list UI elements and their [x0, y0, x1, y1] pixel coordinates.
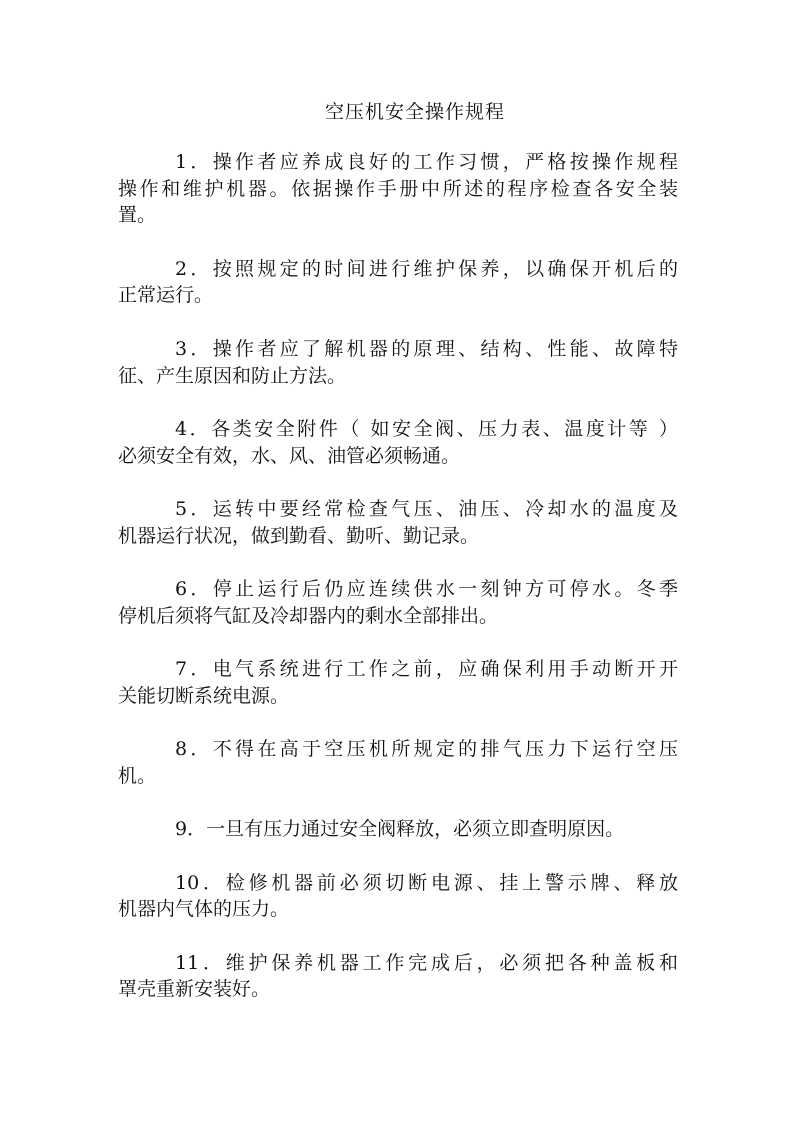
paragraph-line: 机器内气体的压力。 — [118, 898, 290, 921]
paragraph-line: 必须安全有效，水、风、油管必须畅通。 — [118, 444, 461, 467]
paragraph-line: 1．操作者应养成良好的工作习惯，严格按操作规程 — [175, 151, 678, 173]
paragraph-item-11 — [118, 950, 678, 1003]
paragraph-item-5 — [118, 496, 678, 549]
paragraph-line: 11．维护保养机器工作完成后，必须把各种盖板和 — [175, 951, 678, 974]
paragraph-line: 操作和维护机器。依据操作手册中所述的程序检查各安全装 — [118, 177, 678, 200]
paragraph-item-3 — [118, 336, 678, 389]
paragraph-line: 2．按照规定的时间进行维护保养，以确保开机后的 — [175, 257, 678, 280]
paragraph-line: 6．停止运行后仍应连续供水一刻钟方可停水。冬季 — [175, 578, 678, 600]
paragraph-line: 3．操作者应了解机器的原理、结构、性能、故障特 — [175, 337, 678, 360]
paragraph-item-9 — [118, 816, 678, 843]
paragraph-line: 罩壳重新安装好。 — [118, 978, 271, 1001]
paragraph-line: 10．检修机器前必须切断电源、挂上警示牌、释放 — [175, 871, 678, 894]
paragraph-line: 关能切断系统电源。 — [118, 684, 290, 707]
paragraph-item-1 — [118, 149, 678, 229]
paragraph-line: 7．电气系统进行工作之前，应确保利用手动断开开 — [175, 658, 678, 681]
paragraph-item-10 — [118, 870, 678, 923]
paragraph-line: 正常运行。 — [118, 284, 214, 307]
document-body — [118, 149, 678, 1030]
paragraph-line: 9．一旦有压力通过安全阀释放，必须立即查明原因。 — [175, 818, 625, 841]
paragraph-line: 征、产生原因和防止方法。 — [118, 364, 347, 387]
paragraph-item-4 — [118, 416, 678, 469]
paragraph-line: 机器运行状况，做到勤看、勤听、勤记录。 — [118, 524, 480, 547]
paragraph-line: 5．运转中要经常检查气压、油压、冷却水的温度及 — [175, 497, 678, 520]
paragraph-item-2 — [118, 256, 678, 309]
paragraph-item-8 — [118, 736, 678, 789]
paragraph-line: 8．不得在高于空压机所规定的排气压力下运行空压 — [175, 738, 678, 761]
paragraph-item-6 — [118, 576, 678, 629]
paragraph-line: 机。 — [118, 764, 157, 787]
paragraph-item-7 — [118, 656, 678, 709]
paragraph-line: 置。 — [118, 204, 157, 227]
paragraph-line: 4．各类安全附件（ 如安全阀、压力表、温度计等 ） — [175, 417, 678, 440]
page-title: 空压机安全操作规程 — [324, 101, 505, 123]
paragraph-line: 停机后须将气缸及冷却器内的剩水全部排出。 — [118, 604, 499, 627]
